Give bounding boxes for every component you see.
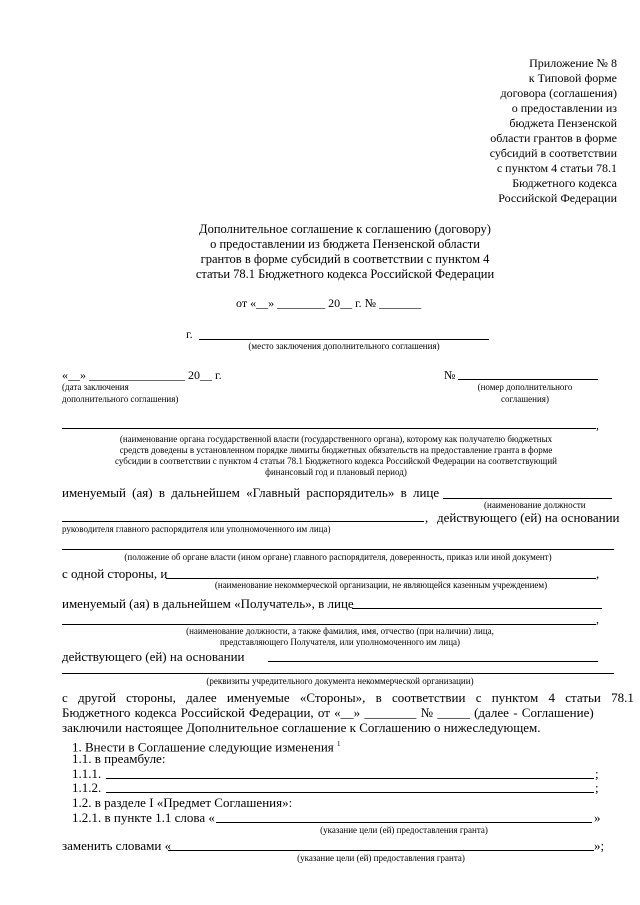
paragraph-line-3: заключили настоящее Дополнительное соглашение к Соглашению о нижеследующем. bbox=[62, 720, 541, 735]
appendix-line: с пунктом 4 статьи 78.1 bbox=[496, 161, 617, 175]
organ-caption bbox=[58, 434, 614, 478]
place-prefix: г. bbox=[186, 327, 193, 341]
nko-field[interactable] bbox=[166, 578, 596, 579]
charter-caption: (реквизиты учредительного документа некоммерческой организации) bbox=[206, 676, 474, 686]
appendix-line: к Типовой форме bbox=[528, 71, 617, 85]
appendix-note bbox=[490, 56, 617, 206]
basis-caption: (положение об органе власти (ином органе) главного распорядителя, доверенность, приказ или иной документ) bbox=[124, 552, 552, 562]
appendix-line: Приложение № 8 bbox=[529, 56, 617, 70]
document-title bbox=[140, 222, 550, 282]
agreement-date-line: от «__» ________ 20__ г. № _______ bbox=[236, 296, 422, 310]
comma: , bbox=[596, 612, 599, 626]
place-field[interactable] bbox=[199, 339, 489, 340]
paragraph-line-2: Бюджетного кодекса Российской Федерации, от «__» ________ № _____ (далее - Соглашение) bbox=[62, 705, 594, 720]
title-line: статьи 78.1 Бюджетного кодекса Российской Федерации bbox=[195, 267, 495, 281]
item-1-text: 1. Внести в Соглашение следующие изменения bbox=[72, 739, 334, 755]
recipient-rep-field-2[interactable] bbox=[62, 624, 596, 625]
position-caption: (наименование должности bbox=[484, 500, 586, 510]
named-recipient: именуемый (ая) в дальнейшем «Получатель», в лице bbox=[62, 596, 354, 611]
quote-close: »; bbox=[594, 838, 605, 853]
number-caption-1: (номер дополнительного bbox=[477, 382, 573, 392]
date-caption-2: дополнительного соглашения) bbox=[62, 394, 179, 404]
paragraph-line-1: с другой стороны, далее именуемые «Стороны», в соответствии с пунктом 4 статьи 78.1 bbox=[62, 690, 634, 705]
organ-caption-line: (наименование органа государственной власти (государственного органа), которому как получателю бюджетных bbox=[119, 434, 553, 444]
recipient-rep-field[interactable] bbox=[352, 608, 602, 609]
goal-field-1[interactable] bbox=[216, 822, 592, 823]
head-caption: руководителя главного распорядителя или уполномоченного им лица) bbox=[62, 524, 331, 534]
number-prefix: № bbox=[444, 368, 456, 382]
replace-label: заменить словами « bbox=[62, 838, 172, 853]
item-1-2-1: 1.2.1. в пункте 1.1 слова « bbox=[72, 810, 215, 825]
charter-field[interactable] bbox=[268, 661, 598, 662]
acting-basis-label: действующего (ей) на основании bbox=[437, 510, 620, 525]
title-line: Дополнительное соглашение к соглашению (договору) bbox=[199, 222, 491, 236]
one-side-label: с одной стороны, и bbox=[62, 566, 168, 581]
appendix-line: области грантов в форме bbox=[490, 131, 617, 145]
recipient-caption-1: (наименование должности, а также фамилия, имя, отчество (при наличии) лица, bbox=[186, 626, 494, 636]
appendix-line: бюджета Пензенской bbox=[509, 116, 617, 130]
appendix-line: договора (соглашения) bbox=[500, 86, 617, 100]
comma: , bbox=[596, 418, 599, 432]
recipient-caption-2: представляющего Получателя, или уполномоченного им лица) bbox=[219, 637, 461, 647]
nko-caption: (наименование некоммерческой организации, не являющейся казенным учреждением) bbox=[214, 580, 548, 590]
acting-basis-label-2: действующего (ей) на основании bbox=[62, 649, 245, 664]
item-1-1-2-field[interactable] bbox=[106, 792, 594, 793]
organ-name-field[interactable] bbox=[62, 428, 596, 429]
named-main-manager: именуемый (ая) в дальнейшем «Главный распорядитель» в лице bbox=[62, 485, 440, 500]
basis-field[interactable] bbox=[62, 549, 614, 550]
quote-close: » bbox=[594, 810, 601, 825]
comma: , bbox=[425, 510, 429, 525]
organ-caption-line: финансовый год и плановый период) bbox=[265, 467, 407, 477]
item-1-1-2: 1.1.2. bbox=[72, 780, 102, 795]
title-line: о предоставлении из бюджета Пензенской области bbox=[210, 237, 480, 251]
head-field[interactable] bbox=[62, 521, 424, 522]
title-line: грантов в форме субсидий в соответствии с пунктом 4 bbox=[200, 252, 490, 266]
place-caption: (место заключения дополнительного соглашения) bbox=[248, 341, 440, 351]
appendix-line: субсидий в соответствии bbox=[489, 146, 617, 160]
appendix-line: Бюджетного кодекса bbox=[512, 176, 617, 190]
appendix-line: Российской Федерации bbox=[498, 191, 617, 205]
comma: , bbox=[596, 566, 600, 581]
organ-caption-line: средств доведены в установленном порядке лимиты бюджетных обязательств на предоставление гранта в форме bbox=[119, 445, 553, 455]
date-caption-1: (дата заключения bbox=[62, 382, 129, 392]
footnote-ref: 1 bbox=[337, 740, 341, 748]
item-1-1: 1.1. в преамбуле: bbox=[72, 751, 166, 766]
semicolon: ; bbox=[595, 780, 599, 795]
item-1-2: 1.2. в разделе I «Предмет Соглашения»: bbox=[72, 795, 293, 810]
goal-field-2[interactable] bbox=[168, 850, 594, 851]
goal-caption-2: (указание цели (ей) предоставления гранта) bbox=[297, 853, 465, 863]
number-field[interactable] bbox=[458, 379, 598, 380]
item-1-1-1: 1.1.1. bbox=[72, 766, 102, 781]
organ-caption-line: субсидии в соответствии с пунктом 4 статьи 78.1 Бюджетного кодекса Российской Федерации на соответствующий bbox=[114, 456, 557, 466]
number-caption-2: соглашения) bbox=[501, 394, 549, 404]
item-1-1-1-field[interactable] bbox=[106, 778, 594, 779]
goal-caption-1: (указание цели (ей) предоставления гранта) bbox=[320, 825, 488, 835]
conclusion-date: «__» ________________ 20__ г. bbox=[62, 368, 222, 382]
position-field[interactable] bbox=[443, 498, 612, 499]
semicolon: ; bbox=[595, 766, 599, 781]
charter-field-2[interactable] bbox=[62, 673, 614, 674]
appendix-line: о предоставлении из bbox=[511, 101, 617, 115]
